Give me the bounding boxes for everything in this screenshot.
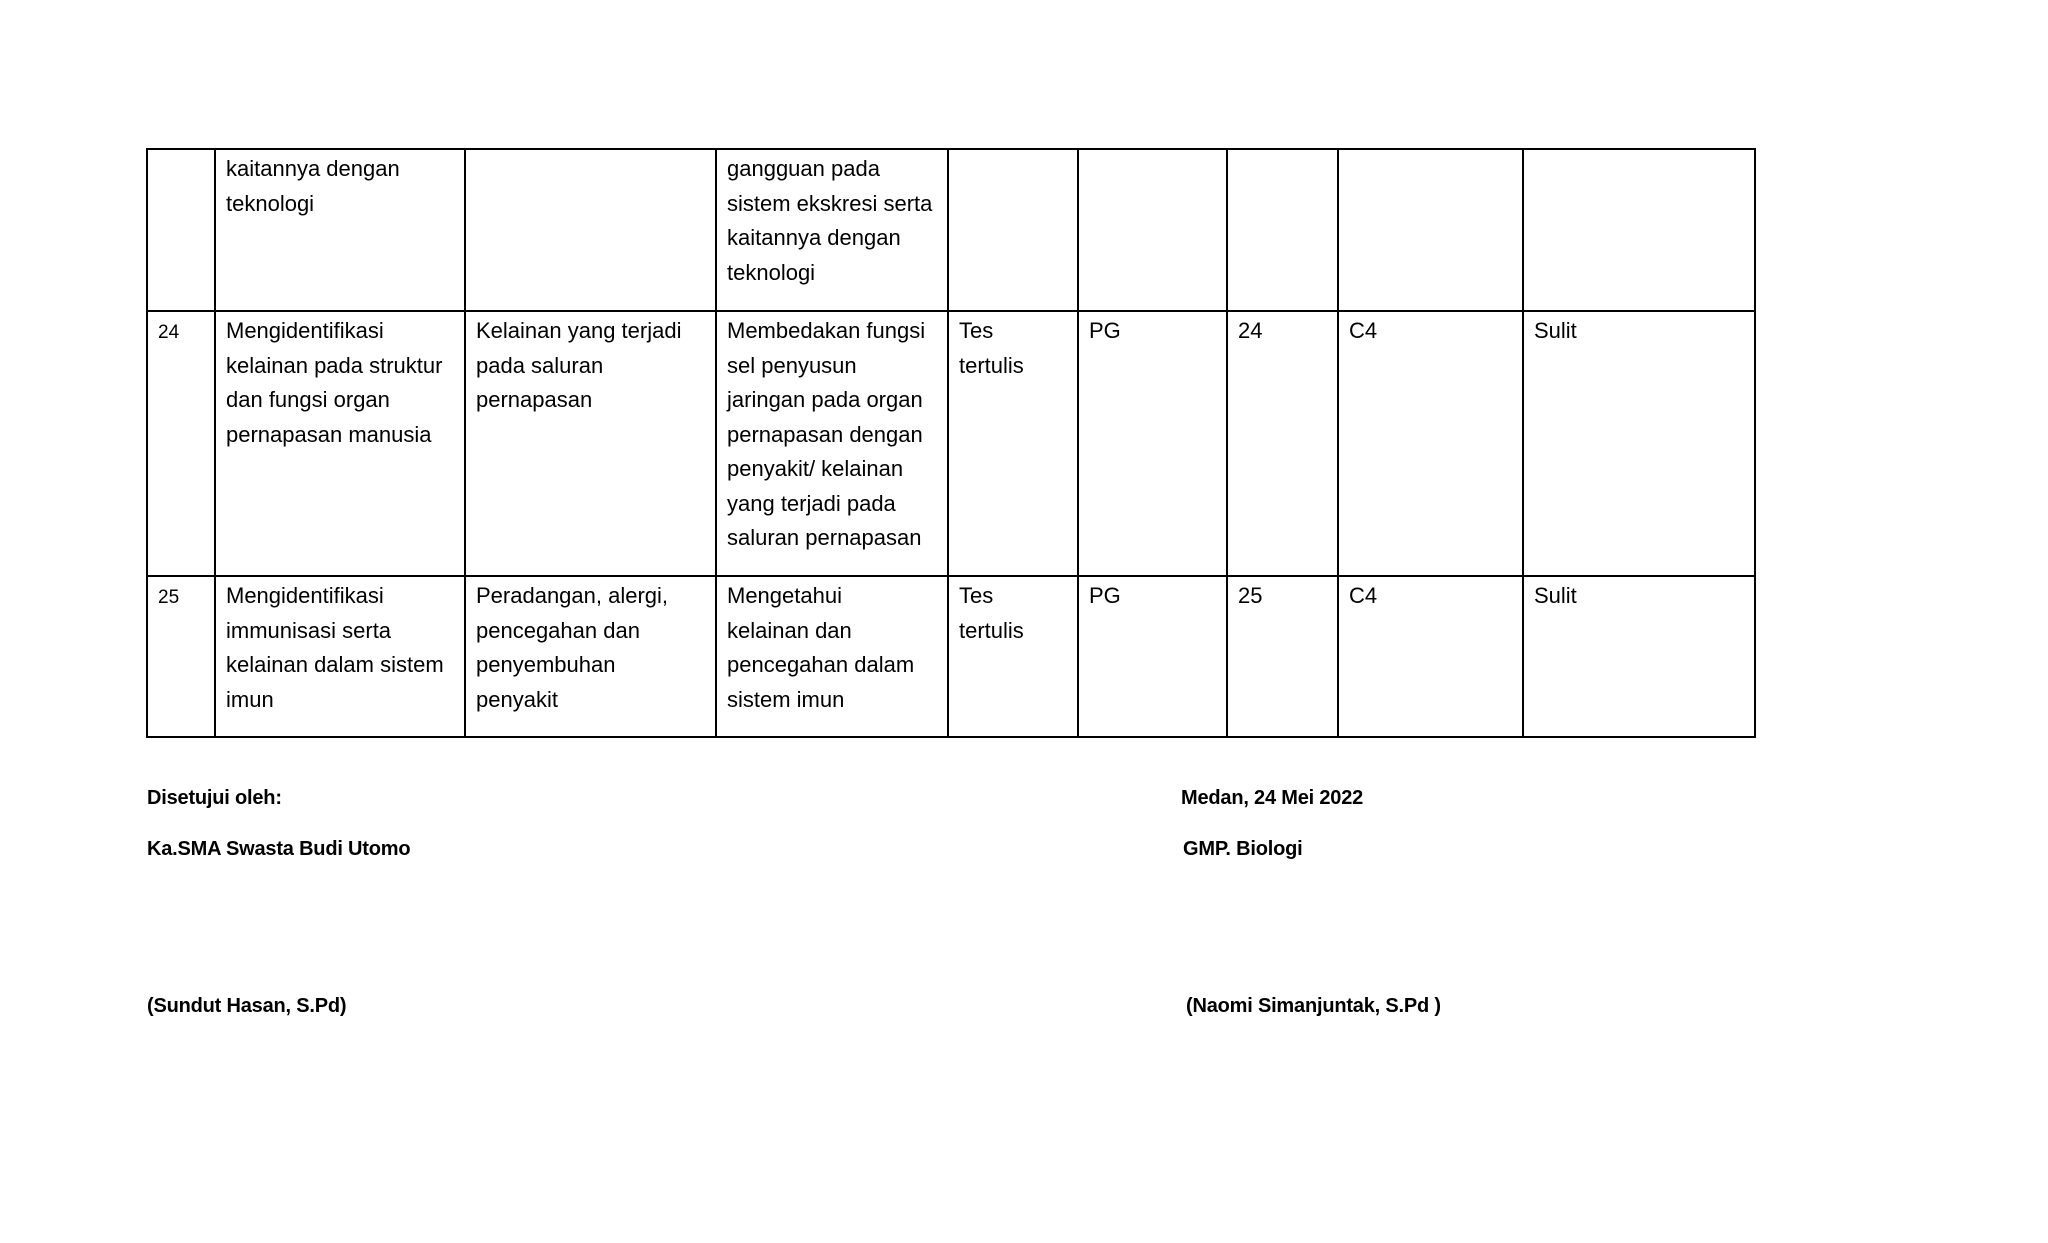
indikator-cell [215,576,465,737]
cell-text: imun [226,686,274,712]
tingkat-cell [1523,149,1755,311]
cell-text: penyembuhan [476,652,616,677]
teknik-cell [948,576,1078,737]
cell-text: Mengidentifikasi [226,318,384,343]
cell-text: kelainan dan [727,617,852,643]
row-number: 25 [147,576,215,737]
cell-text: sel penyusun [727,352,857,378]
bentuk-cell [1078,149,1227,311]
cell-text: pernapasan manusia [226,421,432,447]
ranah-cell: C4 [1338,576,1523,737]
teacher-name: (Naomi Simanjuntak, S.Pd ) [1186,995,1441,1017]
cell-text: pernapasan [476,387,593,412]
table-row [147,311,1755,576]
materi-cell [465,311,716,576]
cell-text: sistem ekskresi serta [727,190,933,216]
cell-text: dan fungsi organ [226,387,390,412]
cell-text: yang terjadi pada [727,490,896,516]
cell-text: pencegahan dalam [727,652,915,677]
cell-text: kelainan pada struktur [226,352,443,378]
tingkat-cell: Sulit [1523,576,1755,737]
indikator-soal-cell [716,149,948,311]
cell-text: Mengidentifikasi [226,583,384,608]
indikator-cell [215,149,465,311]
cell-text: Tes [959,318,994,343]
teknik-cell [948,149,1078,311]
cell-text: kaitannya dengan [727,225,901,250]
place-date: Medan, 24 Mei 2022 [1181,787,1364,809]
ranah-cell [1338,149,1523,311]
cell-text: Membedakan fungsi [727,318,926,343]
principal-name: (Sundut Hasan, S.Pd) [147,995,347,1017]
cell-text: pernapasan dengan [727,421,923,447]
nomor-soal-cell [1227,149,1338,311]
cell-text: Mengetahui [727,583,842,608]
nomor-soal-cell: 24 [1227,311,1338,576]
ranah-cell: C4 [1338,311,1523,576]
cell-text: gangguan pada [727,156,880,181]
cell-text: jaringan pada organ [727,387,923,412]
cell-text: penyakit/ kelainan [727,456,904,481]
indikator-soal-cell [716,311,948,576]
indikator-cell [215,311,465,576]
cell-text: penyakit [476,686,558,712]
teacher-title: GMP. Biologi [1183,838,1303,860]
cell-text: tertulis [959,617,1024,643]
bentuk-cell: PG [1078,311,1227,576]
cell-text: kelainan dalam sistem [226,652,444,677]
principal-title: Ka.SMA Swasta Budi Utomo [147,838,411,860]
cell-text: kaitannya dengan [226,156,400,181]
table-row [147,149,1755,311]
cell-text: Tes [959,583,994,608]
materi-cell [465,576,716,737]
row-number: 24 [147,311,215,576]
indikator-soal-cell [716,576,948,737]
cell-text: saluran pernapasan [727,525,922,550]
row-number [147,149,215,311]
bentuk-cell: PG [1078,576,1227,737]
kisi-kisi-table [146,148,1756,738]
cell-text: immunisasi serta [226,617,392,643]
materi-cell [465,149,716,311]
approved-by-label: Disetujui oleh: [147,787,282,809]
tingkat-cell: Sulit [1523,311,1755,576]
cell-text: teknologi [727,259,816,285]
cell-text: teknologi [226,190,315,216]
cell-text: pada saluran [476,352,604,378]
table-row [147,576,1755,737]
cell-text: sistem imun [727,686,845,712]
teknik-cell [948,311,1078,576]
cell-text: tertulis [959,352,1024,378]
nomor-soal-cell: 25 [1227,576,1338,737]
cell-text: Kelainan yang terjadi [476,318,682,343]
cell-text: pencegahan dan [476,617,640,643]
cell-text: Peradangan, alergi, [476,583,669,608]
